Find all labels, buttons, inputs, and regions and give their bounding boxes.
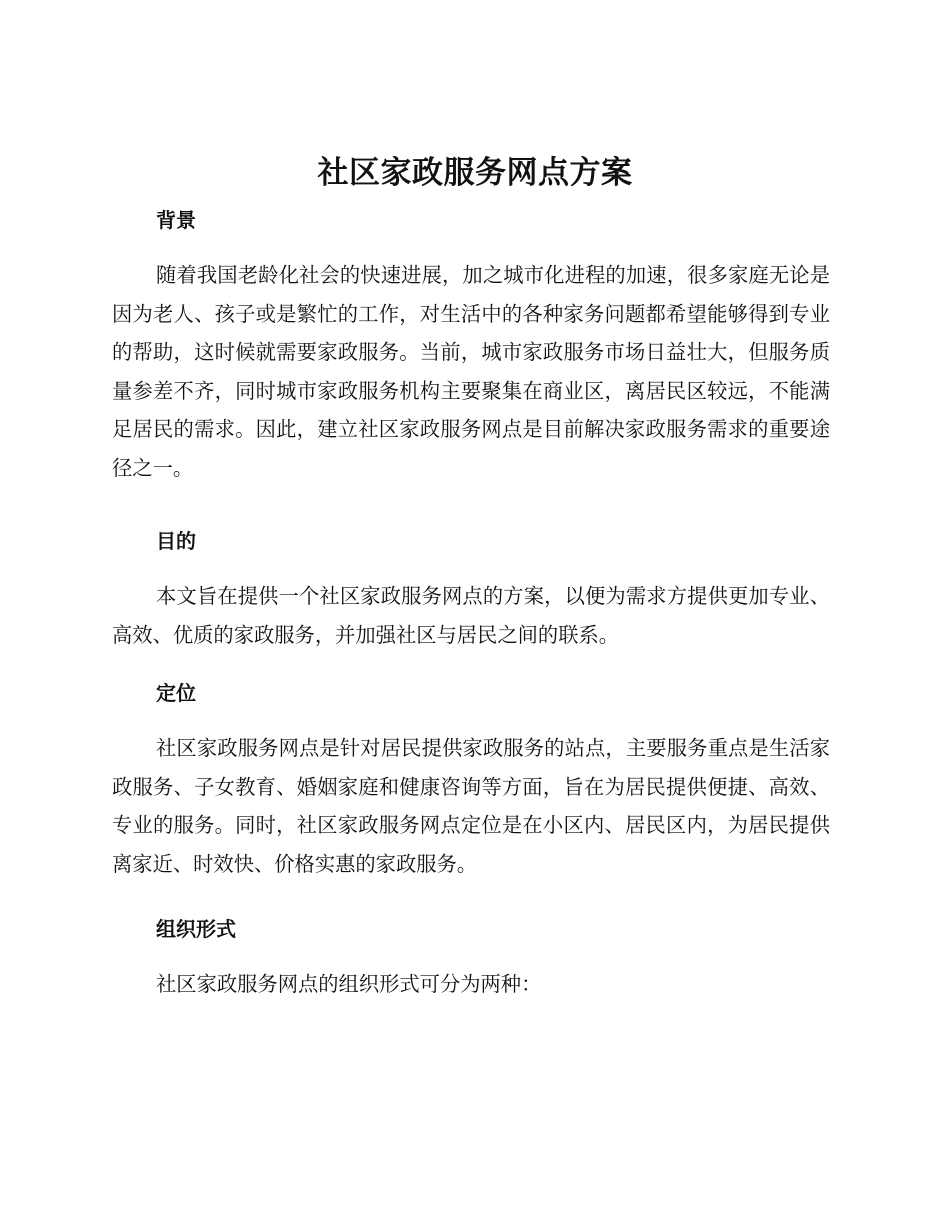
section-paragraph-positioning: 社区家政服务网点是针对居民提供家政服务的站点，主要服务重点是生活家政服务、子女教育、婚姻家庭和健康咨询等方面，旨在为居民提供便捷、高效、专业的服务。同时，社区家政服务网点定位是在小区内、居民区内，为居民提供离家近、时效快、价格实惠的家政服务。 xyxy=(112,736,830,876)
section-paragraph-background: 随着我国老龄化社会的快速进展，加之城市化进程的加速，很多家庭无论是因为老人、孩子或是繁忙的工作，对生活中的各种家务问题都希望能够得到专业的帮助，这时候就需要家政服务。当前，城市家政服务市场日益壮大，但服务质量参差不齐，同时城市家政服务机构主要聚集在商业区，离居民区较远，不能满足居民的需求。因此，建立社区家政服务网点是目前解决家政服务需求的重要途径之一。 xyxy=(112,263,830,480)
page-title: 社区家政服务网点方案 xyxy=(317,155,633,191)
section-paragraph-purpose: 本文旨在提供一个社区家政服务网点的方案，以便为需求方提供更加专业、高效、优质的家政服务，并加强社区与居民之间的联系。 xyxy=(112,584,830,647)
section-paragraph-organization: 社区家政服务网点的组织形式可分为两种： xyxy=(156,972,542,996)
section-heading-organization: 组织形式 xyxy=(156,917,236,941)
section-heading-purpose: 目的 xyxy=(156,529,196,553)
section-heading-background: 背景 xyxy=(156,208,196,232)
section-heading-positioning: 定位 xyxy=(156,681,196,705)
